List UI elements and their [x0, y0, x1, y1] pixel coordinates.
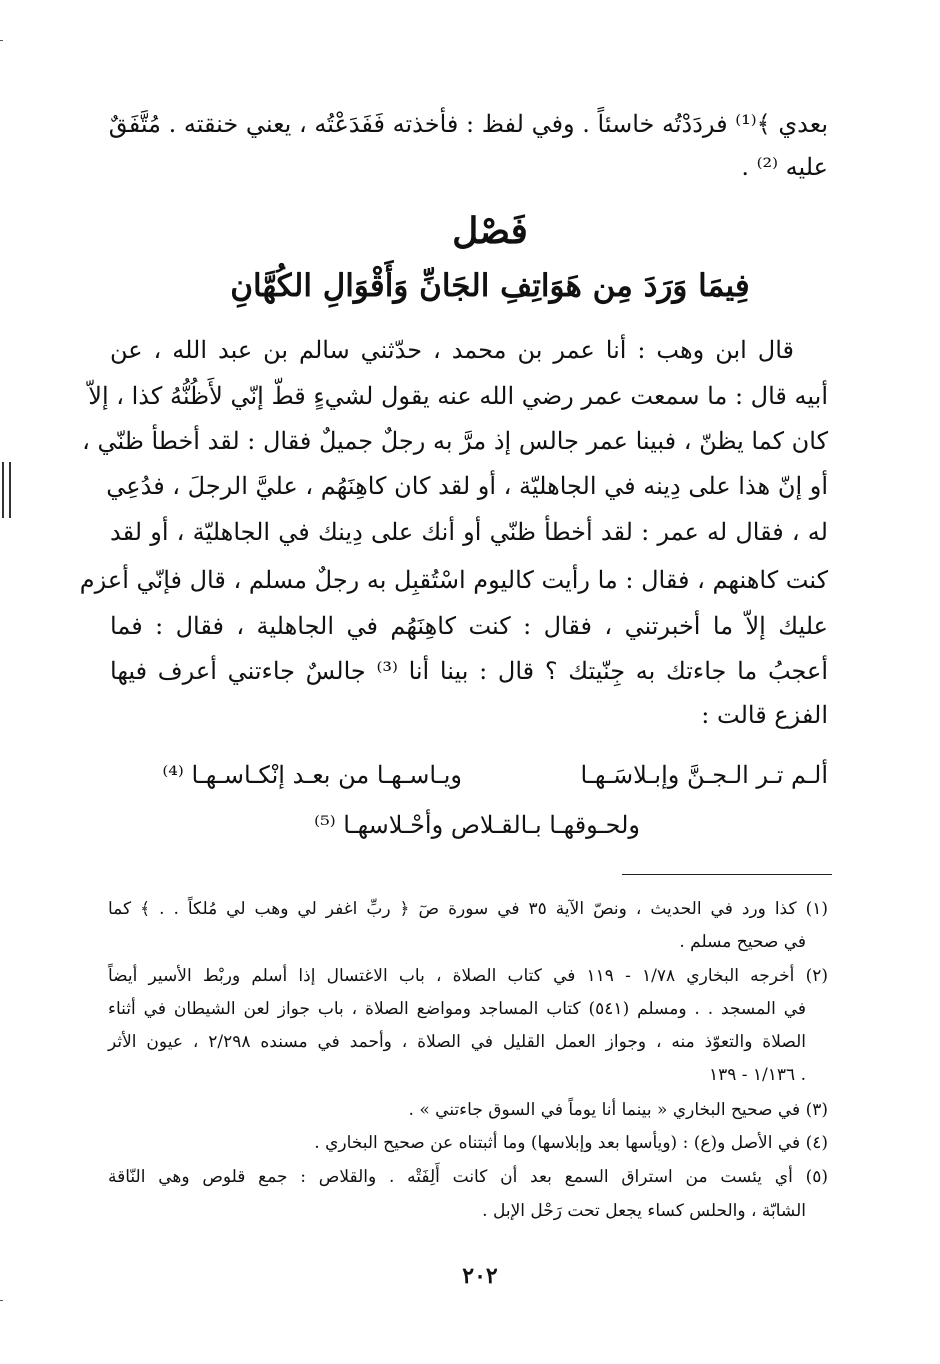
poem-hemistich-1: ألـم تـر الـجـنَّ وإبـلاسَـهـا	[580, 761, 828, 789]
footnote-line-9: (٥) أي يئست من استراق السمع بعد أن كانت أَلِفَتْه . والقلاص : جمع قلوص وهي النّاقة	[108, 1167, 828, 1187]
section-subheading: فِيمَا وَرَدَ مِن هَوَاتِفِ الجَانِّ وَأَقْوَالِ الكُهَّانِ	[230, 268, 750, 304]
main-paragraph-line-1: قال ابن وهب : أنا عمر بن محمد ، حدّثني سالم بن عبد الله ، عن	[110, 336, 794, 364]
footnote-line-5: الصلاة والتعوّذ منه ، وجواز العمل القليل في الصلاة ، وأحمد في مسنده ٢/٢٩٨ ، عيون الأثر	[108, 1032, 806, 1052]
main-paragraph-line-5: له ، فقال له عمر : لقد أخطأ ظنّي أو أنك على دِينك في الجاهليّة ، أو لقد	[110, 518, 828, 546]
main-paragraph-line-2: أبيه قال : ما سمعت عمر رضي الله عنه يقول لشيءٍ قطّ إنّي لأَظُنُّهُ كذا ، إلاّ	[88, 382, 828, 410]
footnote-line-10: الشابّة ، والحلس كساء يجعل تحت رَحْل الإبل .	[482, 1201, 806, 1221]
top-paragraph-line-2: عليه ⁽²⁾ .	[741, 153, 828, 181]
main-paragraph-line-9: الفزع قالت :	[701, 701, 828, 729]
footnote-line-7: (٣) في صحيح البخاري « بينما أنا يوماً في السوق جاءتني » .	[408, 1100, 828, 1120]
scan-edge-tick	[0, 40, 3, 41]
main-paragraph-line-8: أعجبُ ما جاءتك به جِنّيتك ؟ قال : بينا أنا ⁽³⁾ جالسٌ جاءتني أعرف فيها	[110, 657, 828, 685]
top-paragraph-line-1: بعدي ﴾⁽¹⁾ فردَدْتُه خاسئاً . وفي لفظ : فأخذته فَفَدَعْتُه ، يعني خنقته . مُتَّفَقٌ	[108, 110, 828, 138]
footnote-line-8: (٤) في الأصل و(ع) : (ويأسها بعد وإبلاسها) وما أثبتناه عن صحيح البخاري .	[314, 1133, 828, 1153]
main-paragraph-line-4: أو إنّ هذا على دِينه في الجاهليّة ، أو لقد كان كاهِنَهُم ، عليَّ الرجلَ ، فدُعِي	[106, 472, 828, 500]
footnote-line-2: في صحيح مسلم .	[679, 932, 806, 952]
footnote-line-3: (٢) أخرجه البخاري ١/٧٨ - ١١٩ في كتاب الصلاة ، باب الاغتسال إذا أسلم وربْط الأسير أيضاً	[108, 966, 828, 986]
poem-line-2: ولحـوقهـا بـالقـلاص وأحْـلاسهـا ⁽⁵⁾	[314, 811, 640, 839]
footnote-line-1: (١) كذا ورد في الحديث ، ونصّ الآية ٣٥ في سورة صٓ ﴿ ربِّ اغفر لي وهب لي مُلكاً . . ﴾ كما	[108, 899, 828, 919]
section-heading: فَصْل	[452, 210, 528, 252]
footnote-line-4: في المسجد . . ومسلم (٥٤١) كتاب المساجد ومواضع الصلاة ، باب جواز لعن الشيطان في أثناء	[108, 999, 806, 1019]
poem-hemistich-2: ويـاسـهـا من بعـد إنْكـاسـهـا ⁽⁴⁾	[162, 761, 462, 789]
main-paragraph-line-6: كنت كاهنهم ، فقال : ما رأيت كاليوم اسْتُقبِل به رجلٌ مسلم ، قال فإنّي أعزم	[79, 566, 828, 594]
scan-edge-mark	[2, 462, 11, 518]
footnote-separator	[622, 874, 832, 875]
scan-edge-tick	[0, 1300, 3, 1301]
main-paragraph-line-3: كان كما يظنّ ، فبينا عمر جالس إذ مرَّ به رجلٌ جميلٌ فقال : لقد أخطأ ظنّي ،	[82, 427, 828, 455]
main-paragraph-line-7: عليك إلاّ ما أخبرتني ، فقال : كنت كاهِنَهُم في الجاهلية ، فقال : فما	[110, 612, 829, 640]
page-number: ٢٠٢	[462, 1263, 498, 1289]
footnote-line-6: ١/١٣٦ - ١٣٩ .	[708, 1065, 806, 1085]
